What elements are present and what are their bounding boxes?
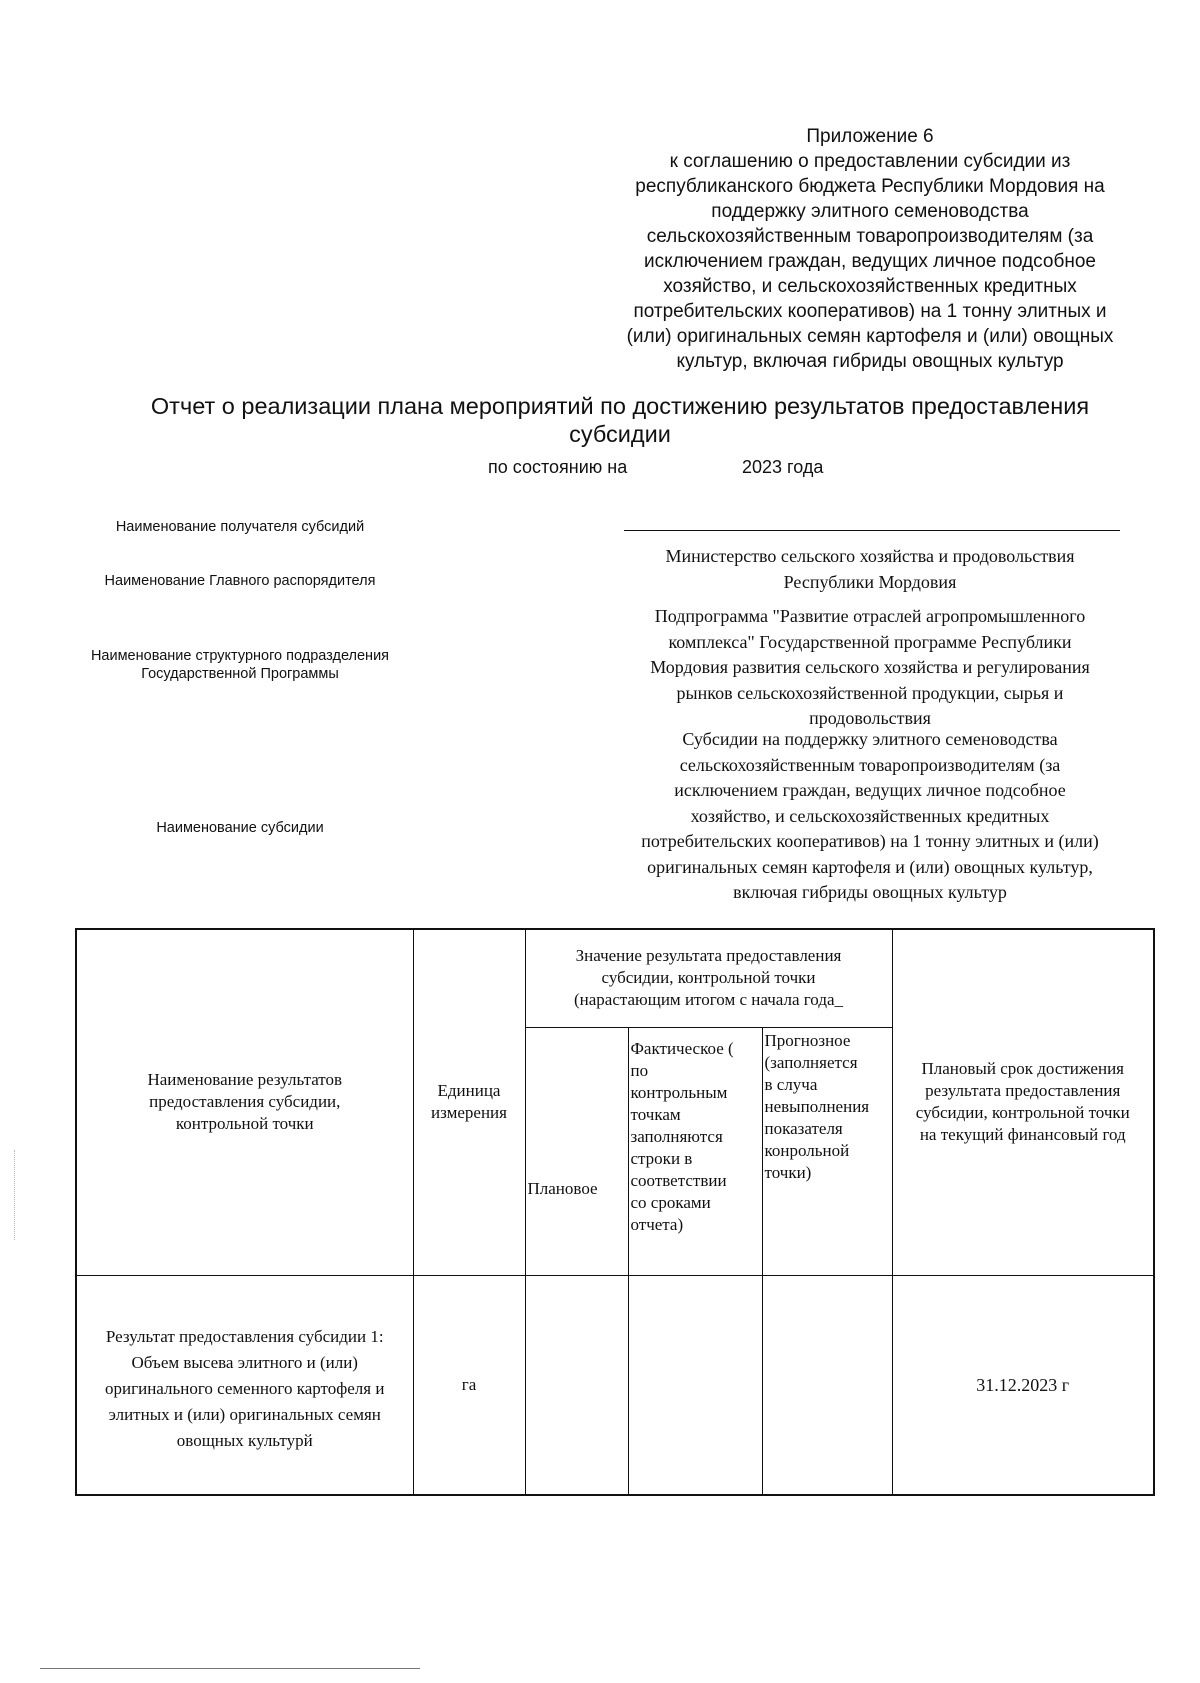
header-value-group-line: (нарастающим итогом с начала года_ [573,990,844,1010]
header-forecast-line: (заполняется [764,1052,858,1072]
header-planned: Плановое [525,1027,628,1275]
structural-unit-label-line: Государственной Программы [141,666,339,682]
report-title [110,392,1130,448]
header-result-name-line: контрольной точки [175,1114,314,1134]
row-result-name-line: элитных и (или) оригинальных семян [108,1404,381,1424]
appendix-line: поддержку элитного семеноводства [711,201,1029,222]
header-forecast-line: невыполнения [764,1096,870,1116]
header-deadline-line: Плановый срок достижения [921,1059,1124,1079]
header-deadline [892,929,1154,1275]
header-actual-line: контрольным [630,1082,728,1102]
header-forecast-line: конрольной [764,1140,850,1160]
header-result-name-line: Наименование результатов [147,1070,343,1090]
header-actual-line: со сроками [630,1192,711,1212]
subsidy-name-value-line: хозяйство, и сельскохозяйственных кредитных [690,805,1050,826]
appendix-line: республиканского бюджета Республики Мордовия на [635,176,1105,197]
subsidy-name-value-line: исключением граждан, ведущих личное подсобное [674,780,1066,800]
row-result-name [76,1275,413,1495]
appendix-line: сельскохозяйственным товаропроизводителям (за [646,226,1094,247]
header-unit [413,929,525,1275]
row-forecast [762,1275,892,1495]
header-actual-line: Фактическое ( [630,1038,734,1058]
row-result-name-line: оригинального семенного картофеля и [105,1378,385,1398]
header-actual-line: отчета) [630,1214,684,1234]
header-actual-line: по [630,1060,649,1080]
subsidy-name-label: Наименование субсидии [156,820,324,836]
header-unit-line: Единица [437,1081,501,1101]
header-forecast-line: в случа [764,1074,818,1094]
appendix-header [590,124,1150,374]
header-value-group-line: Значение результата предоставления [575,946,842,966]
recipient-value [624,505,1120,529]
chief-administrator-label: Наименование Главного распорядителя [104,573,376,589]
header-value-group [525,929,892,1027]
row-result-name-line: овощных культурй [176,1430,313,1450]
header-forecast [762,1027,892,1275]
appendix-line: Приложение 6 [806,126,934,147]
header-forecast-line: показателя [764,1118,843,1138]
structural-unit-label [60,647,420,683]
structural-unit-value [620,604,1120,732]
recipient-label: Наименование получателя субсидий [115,519,365,535]
header-forecast-line: точки) [764,1162,812,1182]
row-unit: га [413,1275,525,1495]
chief-administrator-value-line: Республики Мордовия [783,571,957,592]
header-actual [628,1027,762,1275]
results-table [75,928,1155,1496]
structural-unit-value-line: продовольствия [809,708,931,728]
structural-unit-value-line: рынков сельскохозяйственной продукции, сырья и [676,682,1064,703]
appendix-line: хозяйство, и сельскохозяйственных кредитных [663,276,1077,297]
row-planned [525,1275,628,1495]
chief-administrator-value-line: Министерство сельского хозяйства и продовольствия [665,546,1075,566]
header-actual-line: соответствии [630,1170,727,1190]
chief-administrator-value [620,544,1120,595]
appendix-line: культур, включая гибриды овощных культур [676,351,1064,372]
subsidy-name-value-line: оригинальных семян картофеля и (или) овощных культур, [647,856,1093,877]
header-actual-line: строки в [630,1148,693,1168]
header-actual-line: точкам [630,1104,681,1124]
recipient-value-line [624,530,1120,531]
structural-unit-value-line: Мордовия развития сельского хозяйства и регулирования [650,657,1090,677]
report-title-line-1: Отчет о реализации плана мероприятий по достижению результатов предоставления [150,393,1090,419]
footer-rule [40,1668,420,1669]
subsidy-name-value-line: Субсидии на поддержку элитного семеноводства [682,729,1058,749]
row-actual [628,1275,762,1495]
header-actual-line: заполняются [630,1126,723,1146]
header-result-name [76,929,413,1275]
appendix-line: потребительских кооперативов) на 1 тонну элитных и [633,301,1107,322]
structural-unit-value-line: Подпрограмма "Развитие отраслей агропромышленного [654,606,1086,626]
header-forecast-line: Прогнозное [764,1030,851,1050]
appendix-line: исключением граждан, ведущих личное подсобное [644,251,1096,272]
header-value-group-line: субсидии, контрольной точки [601,968,816,988]
header-deadline-line: на текущий финансовый год [919,1125,1126,1145]
scan-artifact [14,1150,16,1240]
as-of-year: 2023 года [742,457,824,477]
subsidy-name-value-line: включая гибриды овощных культур [733,882,1007,902]
structural-unit-value-line: комплекса" Государственной программе Республики [668,631,1072,652]
row-result-name-line: Объем высева элитного и (или) [131,1352,358,1372]
table-header-row [76,929,1154,1027]
appendix-line: (или) оригинальных семян картофеля и (или) овощных [626,326,1114,347]
header-deadline-line: субсидии, контрольной точки [915,1103,1130,1123]
row-deadline: 31.12.2023 г [892,1275,1154,1495]
header-result-name-line: предоставления субсидии, [149,1092,341,1112]
row-result-name-line: Результат предоставления субсидии 1: [105,1326,384,1346]
as-of-label: по состоянию на [488,457,628,477]
subsidy-name-value-line: потребительских кооперативов) на 1 тонну элитных и (или) [641,831,1099,851]
table-row [76,1275,1154,1495]
header-unit-line: измерения [431,1103,507,1123]
subsidy-name-value [620,727,1120,906]
structural-unit-label-line: Наименование структурного подразделения [90,648,390,664]
report-title-line-2: субсидии [569,421,671,447]
appendix-line: к соглашению о предоставлении субсидии из [669,151,1071,172]
subsidy-name-value-line: сельскохозяйственным товаропроизводителям (за [679,754,1061,775]
header-deadline-line: результата предоставления [925,1081,1121,1101]
